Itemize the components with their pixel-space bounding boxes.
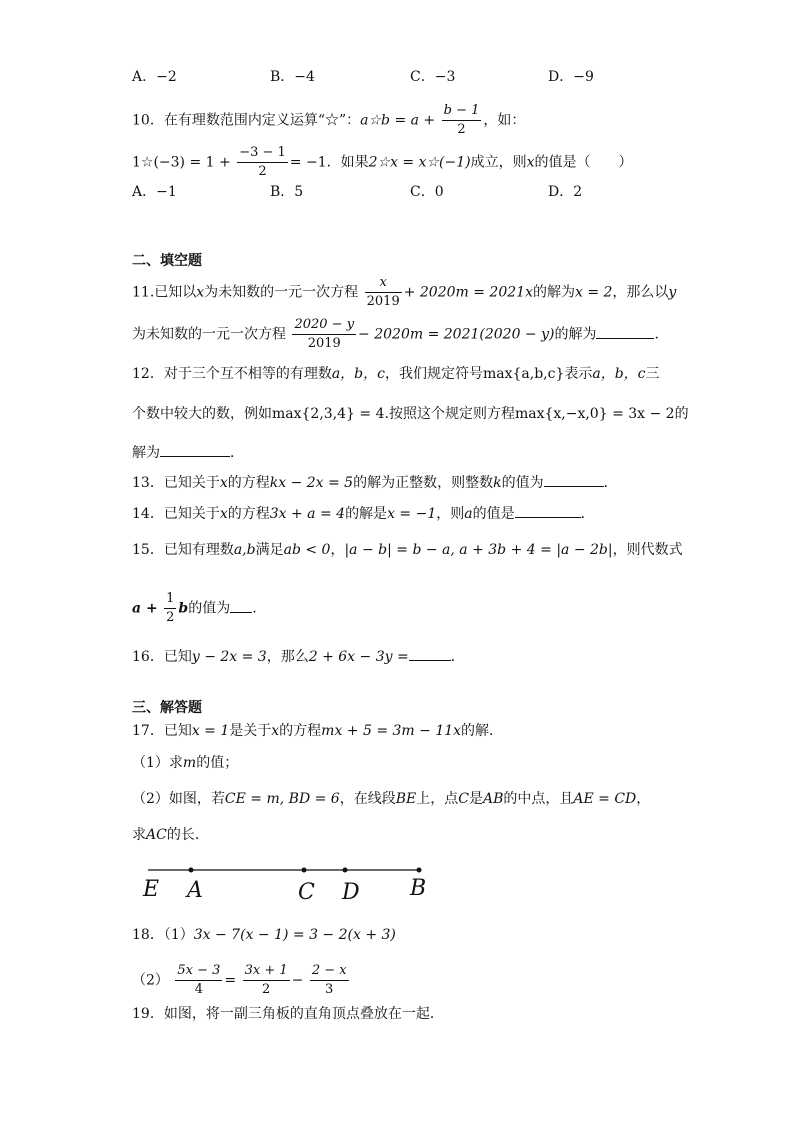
point-d-dot: [343, 868, 348, 873]
section-title-solve: 三、解答题: [132, 700, 202, 716]
q10-fraction-1: $\frac{b - 1}{2}$: [443, 103, 480, 137]
point-a-dot: [189, 868, 194, 873]
segment-line: [140, 862, 440, 882]
q10-line2: 1☆(−3) = 1 + $\frac{-3 - 1}{2}$ = −1．如果2☆x = x☆(−1)成立，则x的值是（ ）: [132, 145, 633, 179]
answer-blank: [160, 442, 230, 457]
q15-line2: a + $\frac{1}{2}$ b的值为 .: [132, 591, 257, 625]
q14-line: 14．已知关于x的方程3x + a = 4的解是x = −1，则a的值是 ．: [132, 503, 595, 524]
q9-option-a: A．−2: [132, 69, 177, 85]
point-label-d: D: [342, 880, 360, 905]
q18-part2: （2） $\frac{5x - 3}{4}$ = $\frac{3x + 1}{2}$ − $\frac{2 - x}{3}$: [132, 963, 347, 997]
q17-line4: 求AC的长．: [132, 827, 209, 843]
point-label-a: A: [187, 878, 203, 903]
q15-line1: 15．已知有理数a,b满足ab < 0，|a − b| = b − a, a + 3b + 4 = |a − 2b|，则代数式: [132, 542, 683, 558]
q12-line1: 12．对于三个互不相等的有理数a，b，c，我们规定符号max{a,b,c}表示a，b，c三: [132, 366, 660, 382]
q11-fraction-2: $\frac{2020 - y}{2019}$: [294, 317, 355, 351]
q11-line2: 为未知数的一元一次方程 $\frac{2020 - y}{2019}$ − 2020m = 2021(2020 − y)的解为 ．: [132, 317, 669, 351]
q16-line: 16．已知y − 2x = 3，那么2 + 6x − 3y = ．: [132, 646, 465, 667]
point-label-b: B: [410, 876, 427, 901]
q9-option-c: C．−3: [410, 69, 456, 85]
q10-option-c: C．0: [410, 184, 444, 200]
q18-fraction-2: $\frac{3x + 1}{2}$: [244, 963, 288, 997]
q13-line: 13．已知关于x的方程kx − 2x = 5的解为正整数，则整数k的值为 ．: [132, 472, 618, 493]
q9-option-d: D．−9: [548, 69, 594, 85]
q12-line3: 解为 ．: [132, 442, 244, 463]
q15-fraction: $\frac{1}{2}$: [166, 591, 175, 625]
q17-part2: （2）如图，若CE = m, BD = 6，在线段BE上，点C是AB的中点，且AE = CD，: [132, 791, 651, 807]
answer-blank: [596, 324, 654, 339]
answer-blank: [544, 472, 604, 487]
answer-blank: [409, 646, 451, 661]
q17-part1: （1）求m的值；: [132, 755, 239, 771]
q11-line1: 11.已知以x为未知数的一元一次方程 $\frac{x}{2019}$ + 2020m = 2021x的解为x = 2，那么以y: [132, 275, 677, 309]
q10-option-a: A．−1: [132, 184, 177, 200]
answer-blank: [230, 598, 252, 613]
q12-line2: 个数中较大的数，例如max{2,3,4} = 4.按照这个规定则方程max{x,−x,0} = 3x − 2的: [132, 406, 689, 422]
q10-line1: 10．在有理数范围内定义运算“☆”：a☆b = a + $\frac{b - 1}{2}$ ，如：: [132, 103, 526, 137]
q18-fraction-3: $\frac{2 - x}{3}$: [311, 963, 347, 997]
q10-fraction-2: $\frac{-3 - 1}{2}$: [239, 145, 286, 179]
q18-part1: 18．（1）3x − 7(x − 1) = 3 − 2(x + 3): [132, 927, 396, 943]
point-c-dot: [302, 868, 307, 873]
q18-fraction-1: $\frac{5x - 3}{4}$: [177, 963, 221, 997]
q17-line1: 17．已知x = 1是关于x的方程mx + 5 = 3m − 11x的解．: [132, 723, 504, 739]
answer-blank: [515, 503, 581, 518]
point-label-c: C: [298, 880, 315, 905]
point-b-dot: [417, 868, 422, 873]
point-label-e: E: [143, 877, 160, 902]
section-title-fill-in: 二、填空题: [132, 253, 202, 269]
q11-fraction-1: $\frac{x}{2019}$: [366, 275, 400, 309]
q9-option-b: B．−4: [270, 69, 315, 85]
q10-option-b: B．5: [270, 184, 304, 200]
q19-line: 19．如图，将一副三角板的直角顶点叠放在一起．: [132, 1006, 444, 1022]
q10-option-d: D．2: [548, 184, 583, 200]
